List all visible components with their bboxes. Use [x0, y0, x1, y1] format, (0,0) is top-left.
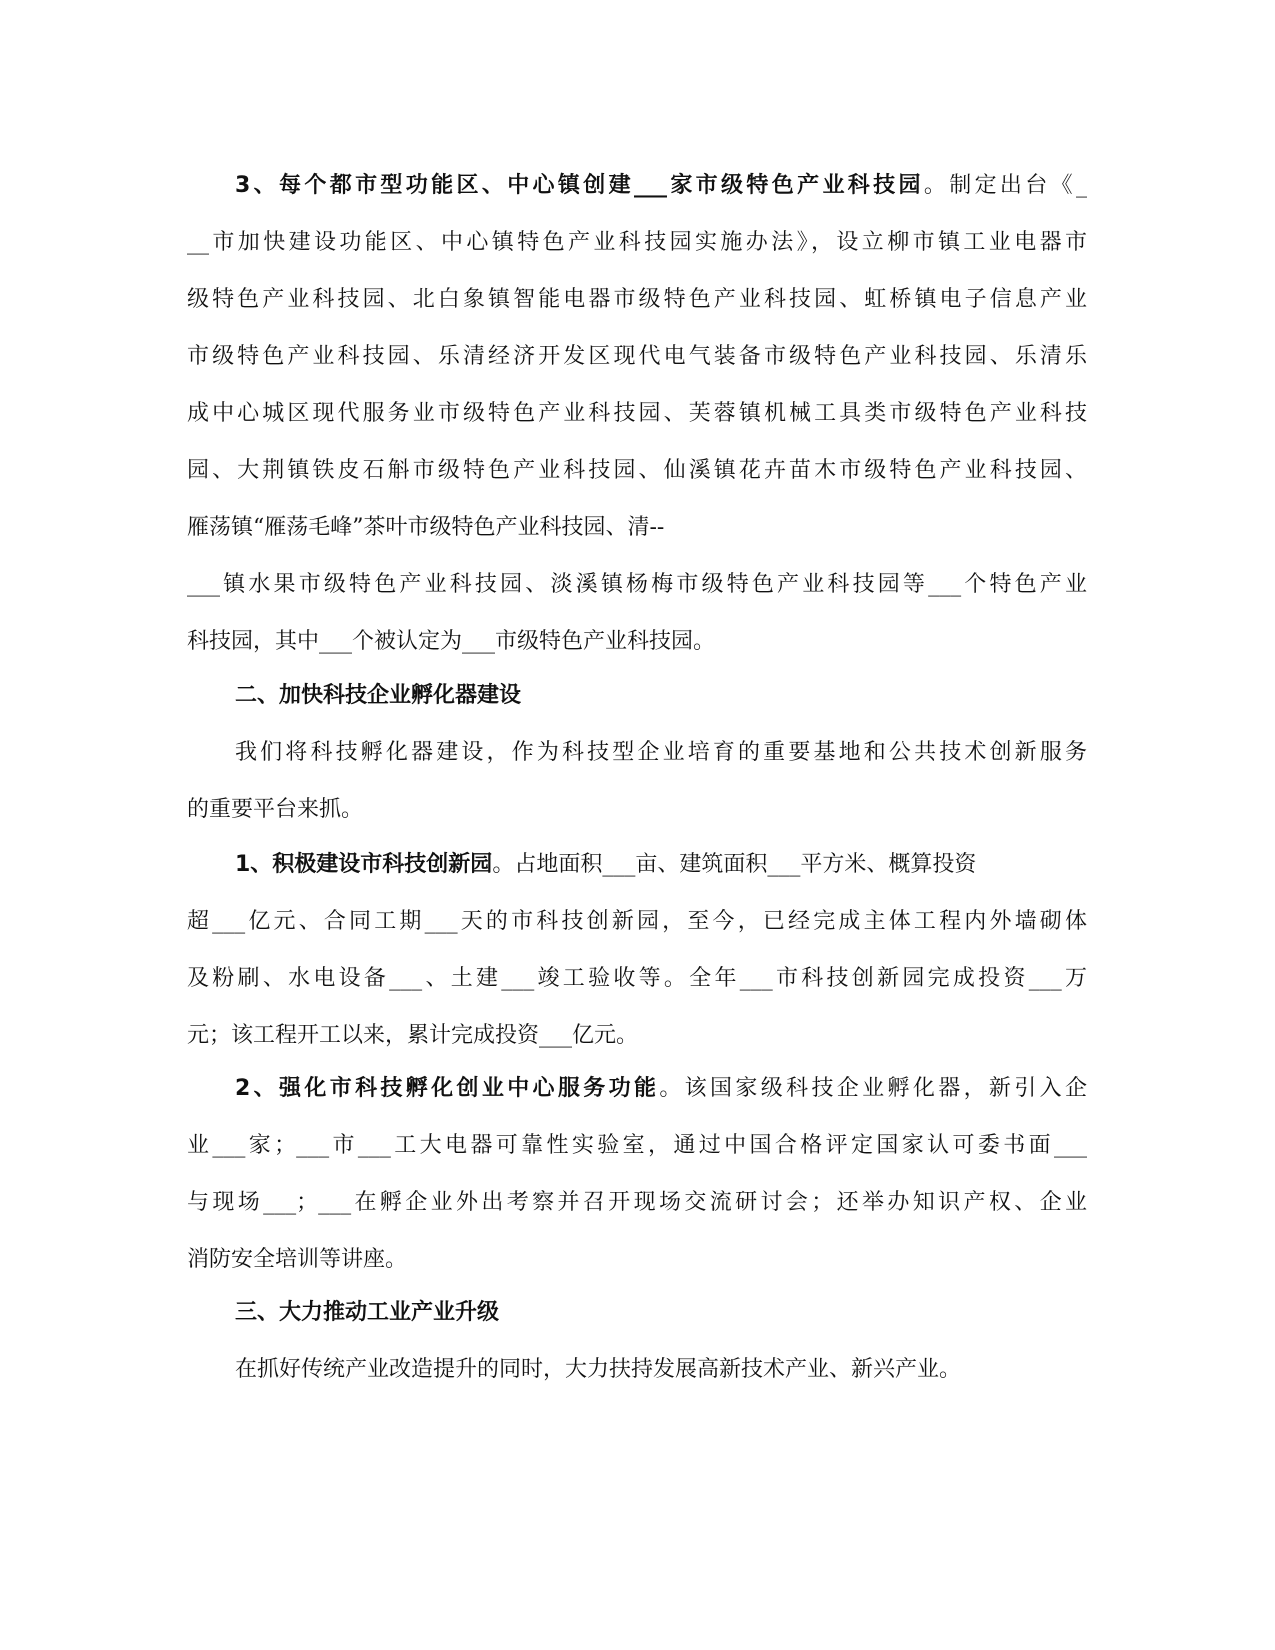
paragraph-innovation-park [187, 836, 1087, 1064]
paragraph-industry-upgrade [187, 1341, 1087, 1398]
text-line: 园、大荆镇铁皮石斛市级特色产业科技园、仙溪镇花卉苗木市级特色产业科技园、 [187, 458, 1087, 483]
text-line: 业___家；___市___工大电器可靠性实验室，通过中国合格评定国家认可委书面___ [187, 1133, 1087, 1158]
text-line: 在抓好传统产业改造提升的同时，大力扶持发展高新技术产业、新兴产业。 [235, 1357, 962, 1382]
text-line: 2、强化市科技孵化创业中心服务功能。该国家级科技企业孵化器，新引入企 [235, 1076, 1087, 1101]
text-line: 雁荡镇“雁荡毛峰”茶叶市级特色产业科技园、清-- [187, 515, 665, 540]
paragraph-lead: 2、强化市科技孵化创业中心服务功能 [235, 1076, 660, 1101]
section-heading: 二、加快科技企业孵化器建设 [235, 683, 522, 708]
text-line: 及粉刷、水电设备___、土建___竣工验收等。全年___市科技创新园完成投资___万 [187, 966, 1087, 991]
text-line: 超___亿元、合同工期___天的市科技创新园，至今，已经完成主体工程内外墙砌体 [187, 909, 1087, 934]
text-line: ___镇水果市级特色产业科技园、淡溪镇杨梅市级特色产业科技园等___个特色产业 [187, 572, 1087, 597]
text-line: 元；该工程开工以来，累计完成投资___亿元。 [187, 1023, 639, 1048]
paragraph-specialty-parks [187, 157, 1087, 670]
text-line: 市级特色产业科技园、乐清经济开发区现代电气装备市级特色产业科技园、乐清乐 [187, 344, 1087, 369]
text-line: __市加快建设功能区、中心镇特色产业科技园实施办法》，设立柳市镇工业电器市 [187, 230, 1087, 255]
text-line: 与现场___；___在孵企业外出考察并召开现场交流研讨会；还举办知识产权、企业 [187, 1190, 1087, 1215]
text-line: 成中心城区现代服务业市级特色产业科技园、芙蓉镇机械工具类市级特色产业科技 [187, 401, 1087, 426]
paragraph-lead: 1、积极建设市科技创新园 [235, 852, 493, 877]
text-line: 的重要平台来抓。 [187, 797, 364, 822]
text-line: 我们将科技孵化器建设，作为科技型企业培育的重要基地和公共技术创新服务 [235, 740, 1087, 765]
paragraph-incubation-center [187, 1060, 1087, 1288]
paragraph-incubator-intro [187, 724, 1087, 838]
text-line: 科技园，其中___个被认定为___市级特色产业科技园。 [187, 629, 716, 654]
text-line: 1、积极建设市科技创新园。占地面积___亩、建筑面积___平方米、概算投资 [235, 852, 977, 877]
text-line: 级特色产业科技园、北白象镇智能电器市级特色产业科技园、虹桥镇电子信息产业 [187, 287, 1087, 312]
text-line: 3、每个都市型功能区、中心镇创建___家市级特色产业科技园。制定出台《_ [235, 173, 1087, 198]
text-line: 消防安全培训等讲座。 [187, 1247, 408, 1272]
section-heading: 三、大力推动工业产业升级 [235, 1300, 500, 1325]
paragraph-lead: 3、每个都市型功能区、中心镇创建___家市级特色产业科技园 [235, 173, 924, 198]
